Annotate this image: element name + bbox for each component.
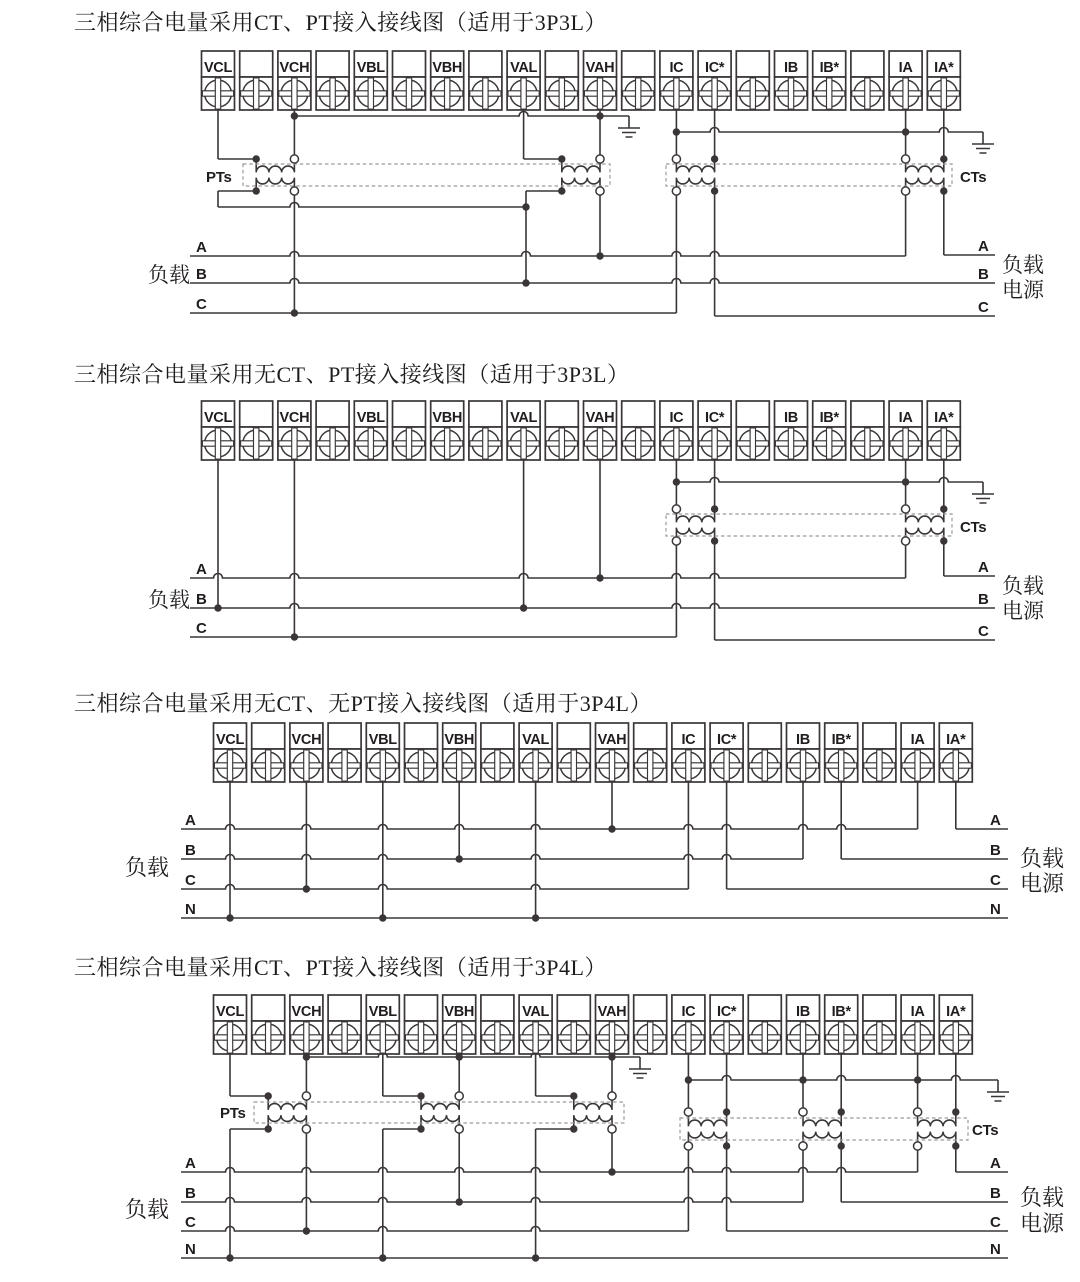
junction-dot bbox=[711, 537, 718, 544]
ground-icon bbox=[987, 1086, 1009, 1101]
transformer-terminal bbox=[455, 1092, 463, 1100]
terminal-blank-1 bbox=[240, 401, 273, 460]
terminal-label: IA* bbox=[934, 60, 954, 76]
terminal-ib-star bbox=[813, 401, 846, 460]
terminal-ic bbox=[672, 995, 705, 1054]
terminal-blank-17 bbox=[851, 51, 884, 110]
junction-dot bbox=[711, 155, 718, 162]
junction-dot bbox=[253, 155, 260, 162]
terminal-blank-1 bbox=[252, 995, 285, 1054]
phase-b-right: B bbox=[990, 1185, 1001, 1202]
terminal-label: VCH bbox=[291, 1004, 322, 1020]
junction-dot bbox=[265, 1125, 272, 1132]
load-label: 负载 bbox=[148, 263, 190, 287]
junction-dot bbox=[711, 505, 718, 512]
junction-dot bbox=[596, 252, 603, 259]
phase-a-right: A bbox=[978, 559, 989, 576]
terminal-blank-7 bbox=[469, 51, 502, 110]
terminal-blank-14 bbox=[736, 51, 769, 110]
junction-dot bbox=[226, 1254, 233, 1261]
terminal-label: IB bbox=[784, 410, 798, 426]
transformer-terminal bbox=[290, 187, 298, 195]
diagram-title-4: 三相综合电量采用CT、PT接入接线图（适用于3P4L） bbox=[74, 955, 607, 980]
terminal-label: IA* bbox=[946, 732, 966, 748]
transformer-terminal bbox=[290, 155, 298, 163]
phase-n-left: N bbox=[185, 901, 196, 918]
terminal-vch bbox=[278, 401, 311, 460]
section-3p4l-ct-pt bbox=[0, 940, 1080, 1282]
terminal-label: IB bbox=[784, 60, 798, 76]
phase-b-right: B bbox=[990, 842, 1001, 859]
terminal-ic bbox=[672, 723, 705, 782]
phase-b-left: B bbox=[196, 591, 207, 608]
terminal-ib bbox=[787, 995, 820, 1054]
terminal-ia bbox=[889, 401, 922, 460]
transformer-terminal bbox=[902, 505, 910, 513]
terminal-blank-7 bbox=[469, 401, 502, 460]
transformer-terminal bbox=[914, 1108, 922, 1116]
terminal-ib bbox=[787, 723, 820, 782]
terminal-vbh bbox=[443, 723, 476, 782]
transformer-winding bbox=[803, 1112, 841, 1146]
terminal-label: IC bbox=[669, 60, 684, 76]
terminal-label: IA bbox=[898, 410, 913, 426]
source-label-line1: 负载 bbox=[1020, 1185, 1065, 1210]
terminal-label: IC bbox=[681, 1004, 696, 1020]
junction-dot bbox=[838, 1142, 845, 1149]
transformer-terminal bbox=[684, 1108, 692, 1116]
section-3p3l-no-pt bbox=[0, 345, 1080, 665]
transformer-terminal bbox=[902, 187, 910, 195]
junction-dot bbox=[723, 1108, 730, 1115]
terminal-vch bbox=[278, 51, 311, 110]
junction-dot bbox=[532, 914, 539, 921]
junction-dot bbox=[522, 203, 529, 210]
junction-dot bbox=[952, 1108, 959, 1115]
transformer-terminal bbox=[672, 537, 680, 545]
terminal-label: VAH bbox=[585, 410, 615, 426]
source-label-line2: 电源 bbox=[1020, 871, 1065, 896]
terminal-blank-17 bbox=[863, 723, 896, 782]
terminal-vcl bbox=[202, 51, 235, 110]
junction-dot bbox=[558, 155, 565, 162]
junction-dot bbox=[940, 505, 947, 512]
junction-dot bbox=[291, 112, 298, 119]
terminal-label: VCH bbox=[291, 732, 322, 748]
terminal-label: IC* bbox=[704, 410, 725, 426]
terminal-vah bbox=[596, 723, 629, 782]
terminal-label: IB bbox=[796, 732, 810, 748]
terminal-label: VBL bbox=[368, 732, 397, 748]
terminal-vch bbox=[290, 995, 323, 1054]
junction-dot bbox=[914, 1076, 921, 1083]
terminal-val bbox=[507, 51, 540, 110]
terminal-blank-14 bbox=[736, 401, 769, 460]
terminal-label: VAH bbox=[597, 732, 627, 748]
ground-icon bbox=[618, 122, 640, 137]
terminal-label: VCH bbox=[279, 60, 310, 76]
terminal-label: VBL bbox=[356, 60, 385, 76]
terminal-blank-11 bbox=[622, 51, 655, 110]
wires bbox=[190, 460, 995, 640]
terminal-blank-9 bbox=[545, 51, 578, 110]
load-label: 负载 bbox=[125, 855, 170, 880]
transformer-winding bbox=[421, 1096, 459, 1129]
terminal-label: VCL bbox=[203, 410, 233, 426]
junction-dot bbox=[608, 825, 615, 832]
junction-dot bbox=[685, 1076, 692, 1083]
source-label-line2: 电源 bbox=[1002, 599, 1044, 623]
junction-dot bbox=[520, 604, 527, 611]
terminal-blank-5 bbox=[405, 723, 438, 782]
junction-dot bbox=[214, 604, 221, 611]
transformer-terminal bbox=[672, 187, 680, 195]
terminal-blank-11 bbox=[634, 995, 667, 1054]
cts-label: CTs bbox=[960, 519, 987, 536]
terminal-vbh bbox=[431, 51, 464, 110]
terminal-vbl bbox=[354, 51, 387, 110]
junction-dot bbox=[522, 279, 529, 286]
phase-b-left: B bbox=[196, 266, 207, 283]
terminal-label: VAL bbox=[510, 410, 538, 426]
terminal-label: IA bbox=[898, 60, 913, 76]
terminal-ia-star bbox=[939, 995, 972, 1054]
terminal-blank-7 bbox=[481, 723, 514, 782]
source-label-line1: 负载 bbox=[1020, 846, 1065, 871]
phase-n-right: N bbox=[990, 1241, 1001, 1258]
junction-dot bbox=[417, 1092, 424, 1099]
terminal-ic bbox=[660, 401, 693, 460]
junction-dot bbox=[838, 1108, 845, 1115]
ground-icon bbox=[629, 1063, 651, 1078]
terminal-blank-1 bbox=[240, 51, 273, 110]
junction-dot bbox=[253, 187, 260, 194]
terminal-blank-11 bbox=[622, 401, 655, 460]
terminal-blank-3 bbox=[316, 51, 349, 110]
terminal-vbh bbox=[443, 995, 476, 1054]
junction-dot bbox=[456, 855, 463, 862]
junction-dot bbox=[291, 309, 298, 316]
junction-dot bbox=[570, 1125, 577, 1132]
section-3p4l-direct bbox=[0, 665, 1080, 940]
phase-c-left: C bbox=[196, 296, 207, 313]
phase-a-right: A bbox=[990, 812, 1001, 829]
phase-b-left: B bbox=[185, 842, 196, 859]
phase-c-left: C bbox=[185, 1214, 196, 1231]
terminal-vbl bbox=[366, 723, 399, 782]
junction-dot bbox=[940, 187, 947, 194]
transformer-terminal bbox=[902, 155, 910, 163]
diagram-title-1: 三相综合电量采用CT、PT接入接线图（适用于3P3L） bbox=[74, 10, 607, 35]
diagram-title-2: 三相综合电量采用无CT、PT接入接线图（适用于3P3L） bbox=[74, 362, 630, 387]
wiring-svg-3p4l-ct-pt bbox=[0, 940, 1080, 1282]
transformer-terminal bbox=[914, 1142, 922, 1150]
terminal-label: VBL bbox=[368, 1004, 397, 1020]
terminal-blank-3 bbox=[328, 723, 361, 782]
terminal-label: IB* bbox=[831, 732, 851, 748]
terminal-ia bbox=[889, 51, 922, 110]
terminal-label: VBH bbox=[432, 410, 463, 426]
ground-icon bbox=[972, 138, 994, 153]
transformer-terminal bbox=[608, 1125, 616, 1133]
terminal-ib-star bbox=[825, 723, 858, 782]
terminal-vbl bbox=[366, 995, 399, 1054]
terminal-label: VBH bbox=[444, 1004, 475, 1020]
transformer-terminal bbox=[302, 1092, 310, 1100]
phase-c-right: C bbox=[990, 1214, 1001, 1231]
ground-icon bbox=[972, 488, 994, 503]
junction-dot bbox=[226, 914, 233, 921]
terminal-vcl bbox=[214, 723, 247, 782]
terminal-blank-11 bbox=[634, 723, 667, 782]
phase-b-right: B bbox=[978, 266, 989, 283]
terminal-label: IB* bbox=[819, 60, 839, 76]
junction-dot bbox=[265, 1092, 272, 1099]
terminal-label: IC bbox=[681, 732, 696, 748]
phase-c-right: C bbox=[978, 623, 989, 640]
load-label: 负载 bbox=[125, 1197, 170, 1222]
transformer-terminal bbox=[455, 1125, 463, 1133]
wires bbox=[181, 782, 1008, 918]
wiring-svg-3p4l-direct bbox=[0, 665, 1080, 940]
junction-dot bbox=[456, 1198, 463, 1205]
pts-label: PTs bbox=[220, 1105, 246, 1122]
terminal-ia-star bbox=[927, 401, 960, 460]
terminal-label: VCH bbox=[279, 410, 310, 426]
junction-dot bbox=[596, 112, 603, 119]
phase-a-left: A bbox=[185, 1155, 196, 1172]
junction-dot bbox=[532, 1254, 539, 1261]
terminal-label: VCL bbox=[215, 732, 245, 748]
phase-b-right: B bbox=[978, 591, 989, 608]
transformer-winding bbox=[918, 1112, 956, 1146]
diagram-title-3: 三相综合电量采用无CT、无PT接入接线图（适用于3P4L） bbox=[74, 691, 652, 716]
terminal-ia bbox=[901, 995, 934, 1054]
junction-dot bbox=[799, 1076, 806, 1083]
phase-a-left: A bbox=[185, 812, 196, 829]
wires bbox=[181, 1053, 1008, 1259]
transformer-terminal bbox=[672, 505, 680, 513]
phase-a-left: A bbox=[196, 239, 207, 256]
transformer-terminal bbox=[596, 187, 604, 195]
wires bbox=[190, 110, 995, 316]
terminal-blank-3 bbox=[316, 401, 349, 460]
transformer-terminal bbox=[608, 1092, 616, 1100]
terminal-ia-star bbox=[927, 51, 960, 110]
transformer-winding bbox=[688, 1112, 726, 1146]
terminal-label: IB* bbox=[819, 410, 839, 426]
terminal-label: VCL bbox=[215, 1004, 245, 1020]
terminal-ia-star bbox=[939, 723, 972, 782]
section-3p3l-ct-pt bbox=[0, 0, 1080, 345]
phase-n-right: N bbox=[990, 901, 1001, 918]
terminal-ia bbox=[901, 723, 934, 782]
terminal-vbl bbox=[354, 401, 387, 460]
terminal-label: VBH bbox=[444, 732, 475, 748]
terminal-blank-17 bbox=[851, 401, 884, 460]
load-label: 负载 bbox=[148, 588, 190, 612]
junction-dot bbox=[723, 1142, 730, 1149]
junction-dot bbox=[673, 128, 680, 135]
transformer-terminal bbox=[902, 537, 910, 545]
transformer-dashed-box bbox=[243, 164, 610, 186]
terminal-ic bbox=[660, 51, 693, 110]
terminal-label: VAH bbox=[585, 60, 615, 76]
junction-dot bbox=[673, 478, 680, 485]
source-label-line2: 电源 bbox=[1002, 278, 1044, 302]
transformer-terminal bbox=[672, 155, 680, 163]
phase-c-left: C bbox=[185, 872, 196, 889]
junction-dot bbox=[379, 1254, 386, 1261]
cts-label: CTs bbox=[972, 1122, 999, 1139]
terminal-blank-9 bbox=[545, 401, 578, 460]
terminal-blank-14 bbox=[748, 995, 781, 1054]
transformer-terminal bbox=[799, 1142, 807, 1150]
terminal-label: VBH bbox=[432, 60, 463, 76]
wiring-svg-3p3l-ct-pt bbox=[0, 0, 1080, 345]
source-label-line1: 负载 bbox=[1002, 574, 1044, 598]
source-label-line2: 电源 bbox=[1020, 1211, 1065, 1236]
terminal-val bbox=[519, 995, 552, 1054]
terminal-ib-star bbox=[813, 51, 846, 110]
terminal-label: VAL bbox=[522, 1004, 550, 1020]
transformer-terminal bbox=[596, 155, 604, 163]
terminal-label: IC* bbox=[704, 60, 725, 76]
terminal-ib-star bbox=[825, 995, 858, 1054]
terminal-ib bbox=[775, 51, 808, 110]
phase-b-left: B bbox=[185, 1185, 196, 1202]
junction-dot bbox=[417, 1125, 424, 1132]
terminal-ib bbox=[775, 401, 808, 460]
junction-dot bbox=[291, 633, 298, 640]
transformer-winding bbox=[268, 1096, 306, 1129]
terminal-ic-star bbox=[710, 723, 743, 782]
terminal-blank-7 bbox=[481, 995, 514, 1054]
junction-dot bbox=[940, 537, 947, 544]
terminal-ic-star bbox=[698, 401, 731, 460]
junction-dot bbox=[303, 1227, 310, 1234]
terminal-blank-5 bbox=[393, 51, 426, 110]
junction-dot bbox=[379, 914, 386, 921]
phase-a-right: A bbox=[978, 238, 989, 255]
terminal-vch bbox=[290, 723, 323, 782]
terminal-ic-star bbox=[710, 995, 743, 1054]
cts-label: CTs bbox=[960, 169, 987, 186]
phase-a-right: A bbox=[990, 1155, 1001, 1172]
terminal-label: IA bbox=[910, 732, 925, 748]
transformer-dashed-box bbox=[254, 1102, 624, 1123]
terminal-label: VAL bbox=[510, 60, 538, 76]
junction-dot bbox=[940, 155, 947, 162]
terminal-vcl bbox=[202, 401, 235, 460]
terminal-blank-5 bbox=[393, 401, 426, 460]
junction-dot bbox=[608, 1168, 615, 1175]
terminal-label: VAH bbox=[597, 1004, 627, 1020]
terminal-val bbox=[519, 723, 552, 782]
terminal-label: IB* bbox=[831, 1004, 851, 1020]
phase-c-right: C bbox=[990, 872, 1001, 889]
junction-dot bbox=[570, 1092, 577, 1099]
terminal-ic-star bbox=[698, 51, 731, 110]
junction-dot bbox=[596, 574, 603, 581]
junction-dot bbox=[711, 187, 718, 194]
terminal-label: VAL bbox=[522, 732, 550, 748]
terminal-vbh bbox=[431, 401, 464, 460]
phase-c-left: C bbox=[196, 620, 207, 637]
terminal-label: IC* bbox=[716, 732, 737, 748]
terminal-vah bbox=[584, 401, 617, 460]
transformer-terminal bbox=[302, 1125, 310, 1133]
terminal-blank-14 bbox=[748, 723, 781, 782]
terminal-blank-3 bbox=[328, 995, 361, 1054]
pts-label: PTs bbox=[206, 169, 232, 186]
terminal-blank-9 bbox=[557, 723, 590, 782]
phase-a-left: A bbox=[196, 561, 207, 578]
terminal-label: IA* bbox=[934, 410, 954, 426]
junction-dot bbox=[558, 187, 565, 194]
terminal-blank-1 bbox=[252, 723, 285, 782]
phase-n-left: N bbox=[185, 1241, 196, 1258]
terminal-vcl bbox=[214, 995, 247, 1054]
terminal-blank-9 bbox=[557, 995, 590, 1054]
junction-dot bbox=[902, 478, 909, 485]
terminal-label: VBL bbox=[356, 410, 385, 426]
terminal-label: VCL bbox=[203, 60, 233, 76]
terminal-label: IA* bbox=[946, 1004, 966, 1020]
terminal-label: IC* bbox=[716, 1004, 737, 1020]
terminal-blank-5 bbox=[405, 995, 438, 1054]
terminal-label: IA bbox=[910, 1004, 925, 1020]
transformer-winding bbox=[574, 1096, 612, 1129]
transformer-terminal bbox=[799, 1108, 807, 1116]
phase-c-right: C bbox=[978, 299, 989, 316]
terminal-vah bbox=[584, 51, 617, 110]
transformer-terminal bbox=[684, 1142, 692, 1150]
junction-dot bbox=[952, 1142, 959, 1149]
wiring-svg-3p3l-no-pt bbox=[0, 345, 1080, 665]
terminal-vah bbox=[596, 995, 629, 1054]
terminal-blank-17 bbox=[863, 995, 896, 1054]
terminal-val bbox=[507, 401, 540, 460]
junction-dot bbox=[902, 128, 909, 135]
terminal-label: IC bbox=[669, 410, 684, 426]
terminal-label: IB bbox=[796, 1004, 810, 1020]
junction-dot bbox=[303, 885, 310, 892]
source-label-line1: 负载 bbox=[1002, 253, 1044, 277]
